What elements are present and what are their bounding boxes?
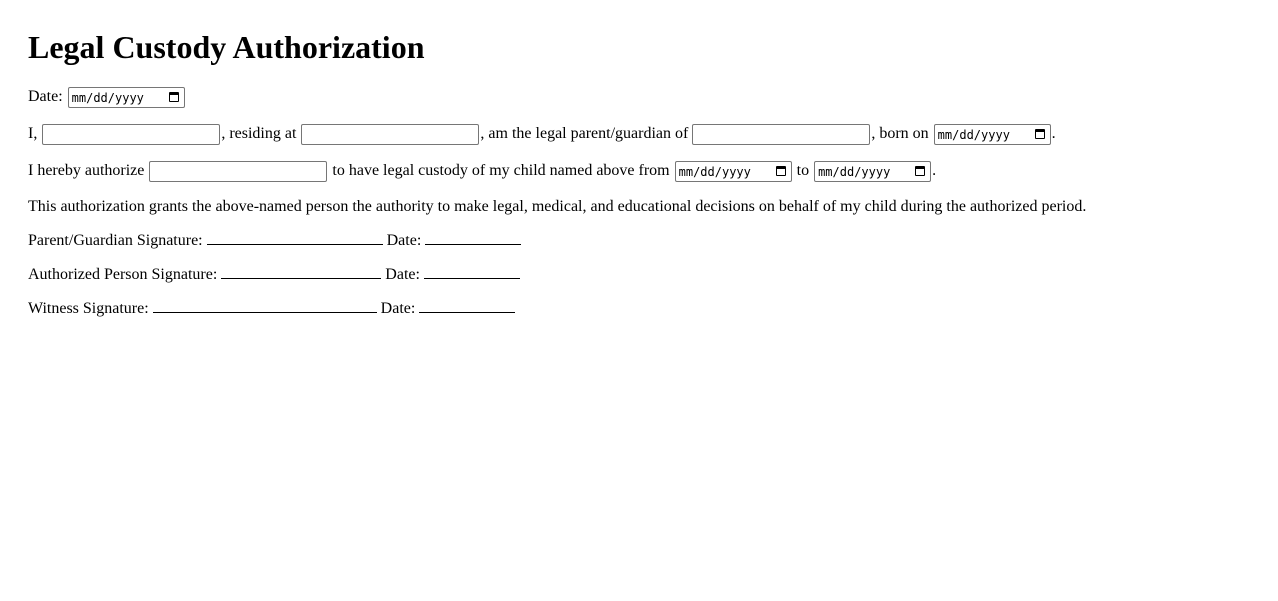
document-date-input[interactable]: [68, 87, 185, 108]
authorize-prefix: I hereby authorize: [28, 162, 145, 179]
authorized-signature-line: [221, 264, 381, 279]
address-input[interactable]: [301, 124, 479, 145]
authorized-signature-date-line: [424, 264, 520, 279]
authorization-statement: [28, 196, 1086, 218]
calendar-icon[interactable]: [776, 166, 786, 176]
period: .: [932, 162, 937, 179]
signature-date-label: Date:: [380, 300, 416, 317]
signature-label: Parent/Guardian Signature:: [28, 232, 203, 249]
date-placeholder: mm/dd/yyyy: [71, 90, 144, 105]
date-placeholder: mm/dd/yyyy: [678, 164, 751, 179]
witness-signature-row: [28, 298, 515, 320]
child-name-input[interactable]: [692, 124, 870, 145]
calendar-icon[interactable]: [1035, 129, 1045, 139]
authorized-signature-row: [28, 264, 520, 286]
start-date-input[interactable]: [675, 161, 792, 182]
witness-signature-line: [153, 298, 377, 313]
end-date-input[interactable]: [814, 161, 931, 182]
statement-text: This authorization grants the above-named person the authority to make legal, medical, and educational decisions on behalf of my child during the authorized period.: [28, 198, 1087, 215]
parent-signature-line: [207, 230, 383, 245]
signature-date-label: Date:: [385, 266, 420, 283]
parent-signature-date-line: [425, 230, 521, 245]
witness-signature-date-line: [419, 298, 515, 313]
date-label: Date:: [28, 88, 63, 105]
page-title: Legal Custody Authorization: [28, 29, 425, 65]
date-placeholder: mm/dd/yyyy: [937, 127, 1010, 142]
custody-text: to have legal custody of my child named above from: [332, 162, 670, 179]
born-text: , born on: [871, 125, 929, 142]
date-row: [28, 86, 186, 108]
residing-text: , residing at: [221, 125, 297, 142]
to-text: to: [796, 162, 810, 179]
calendar-icon[interactable]: [169, 92, 179, 102]
guardian-text: , am the legal parent/guardian of: [480, 125, 689, 142]
period: .: [1051, 125, 1056, 142]
parent-row: [28, 123, 1056, 145]
parent-signature-row: [28, 230, 521, 252]
child-birthdate-input[interactable]: [934, 124, 1051, 145]
parent-prefix: I,: [28, 125, 38, 142]
signature-label: Witness Signature:: [28, 300, 149, 317]
authorize-row: [28, 160, 936, 182]
authorized-person-input[interactable]: [149, 161, 327, 182]
parent-name-input[interactable]: [42, 124, 220, 145]
signature-label: Authorized Person Signature:: [28, 266, 218, 283]
date-placeholder: mm/dd/yyyy: [818, 164, 891, 179]
calendar-icon[interactable]: [915, 166, 925, 176]
signature-date-label: Date:: [386, 232, 422, 249]
